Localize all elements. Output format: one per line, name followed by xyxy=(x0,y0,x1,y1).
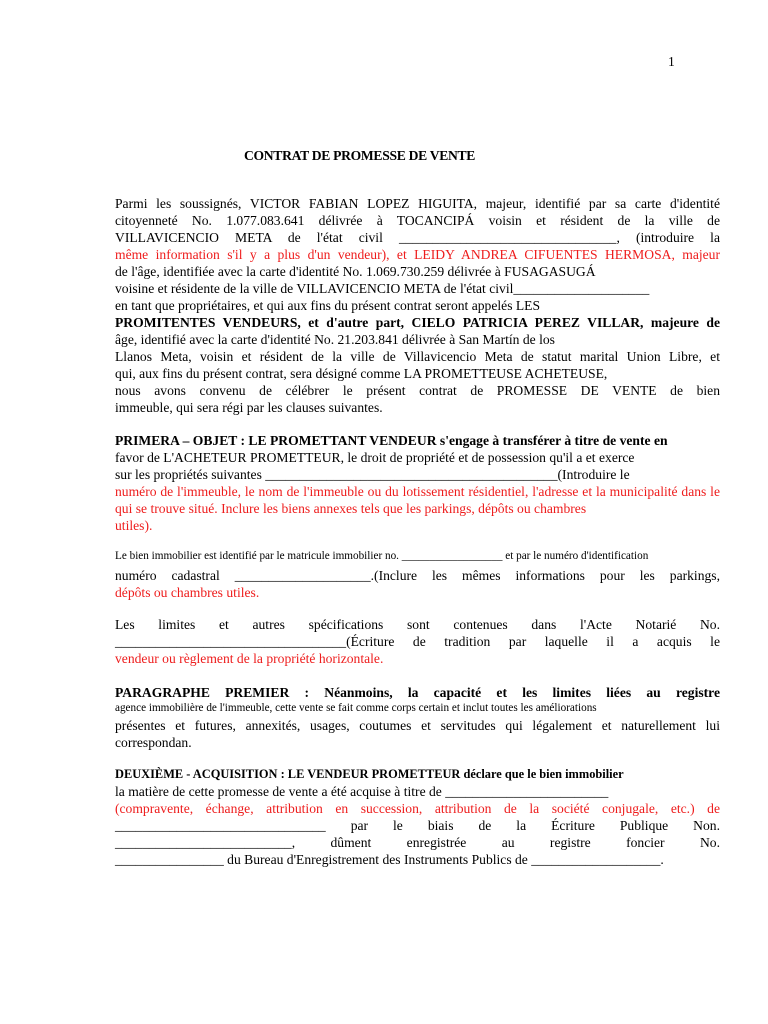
text-line: présentes et futures, annexités, usages, coutumes et servitudes qui légalement et naturellement lui xyxy=(115,718,720,733)
clause-heading: DEUXIÈME - ACQUISITION : LE VENDEUR PROMETTEUR déclare que le bien immobilier xyxy=(115,767,624,781)
text-line: utiles). xyxy=(115,518,153,533)
text-line: correspondan. xyxy=(115,735,192,750)
text-line: VILLAVICENCIO META de l'état civil ________________________________, (introduire la xyxy=(115,230,720,245)
text-line: même information s'il y a plus d'un vendeur), et LEIDY ANDREA CIFUENTES HERMOSA, majeur xyxy=(115,247,720,262)
text-line: PROMITENTES VENDEURS, et d'autre part, CIELO PATRICIA PEREZ VILLAR, majeure de xyxy=(115,315,720,330)
text-line: _______________________________ par le biais de la Écriture Publique Non. xyxy=(115,818,720,833)
text-line: numéro de l'immeuble, le nom de l'immeuble ou du lotissement résidentiel, l'adresse et la municipalité dans le xyxy=(115,484,720,499)
text-line: citoyenneté No. 1.077.083.641 délivrée à TOCANCIPÁ voisin et résident de la ville de xyxy=(115,213,720,228)
text-line: en tant que propriétaires, et qui aux fins du présent contrat seront appelés LES xyxy=(115,298,541,313)
text-line: qui, aux fins du présent contrat, sera désigné comme LA PROMETTEUSE ACHETEUSE, xyxy=(115,366,608,381)
text-line: numéro cadastral ____________________.(Inclure les mêmes informations pour les parkings, xyxy=(115,568,720,583)
text-line: favor de L'ACHETEUR PROMETTEUR, le droit de propriété et de possession qu'il a et exerce xyxy=(115,450,635,465)
text-line: qui se trouve situé. Inclure les biens annexes tels que les parkings, dépôts ou chambres xyxy=(115,501,587,516)
text-line: immeuble, qui sera régi par les clauses suivantes. xyxy=(115,400,383,415)
text-line: dépôts ou chambres utiles. xyxy=(115,585,260,600)
text-line: vendeur ou règlement de la propriété horizontale. xyxy=(115,651,384,666)
text-line: Parmi les soussignés, VICTOR FABIAN LOPEZ HIGUITA, majeur, identifié par sa carte d'identité xyxy=(115,196,720,211)
text-line: Les limites et autres spécifications sont contenues dans l'Acte Notarié No. xyxy=(115,617,720,632)
text-line: agence immobilière de l'immeuble, cette vente se fait comme corps certain et inclut toutes les améliorations xyxy=(115,702,597,714)
text-line: sur les propriétés suivantes ___________________________________________(Introduire le xyxy=(115,467,630,482)
text-line: Llanos Meta, voisin et résident de la ville de Villavicencio Meta de statut marital Union Libre, et xyxy=(115,349,720,364)
page-number: 1 xyxy=(668,54,675,69)
text-line: __________________________, dûment enregistrée au registre foncier No. xyxy=(115,835,720,850)
clause-heading: PRIMERA – OBJET : LE PROMETTANT VENDEUR s'engage à transférer à titre de vente en xyxy=(115,433,668,448)
text-line: la matière de cette promesse de vente a été acquise à titre de ________________________ xyxy=(115,784,609,799)
text-line: nous avons convenu de célébrer le présent contrat de PROMESSE DE VENTE de bien xyxy=(115,383,720,398)
clause-heading: PARAGRAPHE PREMIER : Néanmoins, la capacité et les limites liées au registre xyxy=(115,685,720,700)
text-line: âge, identifié avec la carte d'identité No. 21.203.841 délivrée à San Martín de los xyxy=(115,332,555,347)
document-title: CONTRAT DE PROMESSE DE VENTE xyxy=(244,148,476,163)
text-line: (compravente, échange, attribution en succession, attribution de la société conjugale, etc.) de xyxy=(115,801,720,816)
text-line: Le bien immobilier est identifié par le matricule immobilier no. __________________ et par le numéro d'identification xyxy=(115,550,649,562)
text-line: voisine et résidente de la ville de VILLAVICENCIO META de l'état civil____________________ xyxy=(115,281,650,296)
text-line: __________________________________(Écriture de tradition par laquelle il a acquis le xyxy=(115,634,720,649)
text-line: ________________ du Bureau d'Enregistrement des Instruments Publics de ___________________. xyxy=(115,852,664,867)
text-line: de l'âge, identifiée avec la carte d'identité No. 1.069.730.259 délivrée à FUSAGASUGÁ xyxy=(115,264,596,279)
